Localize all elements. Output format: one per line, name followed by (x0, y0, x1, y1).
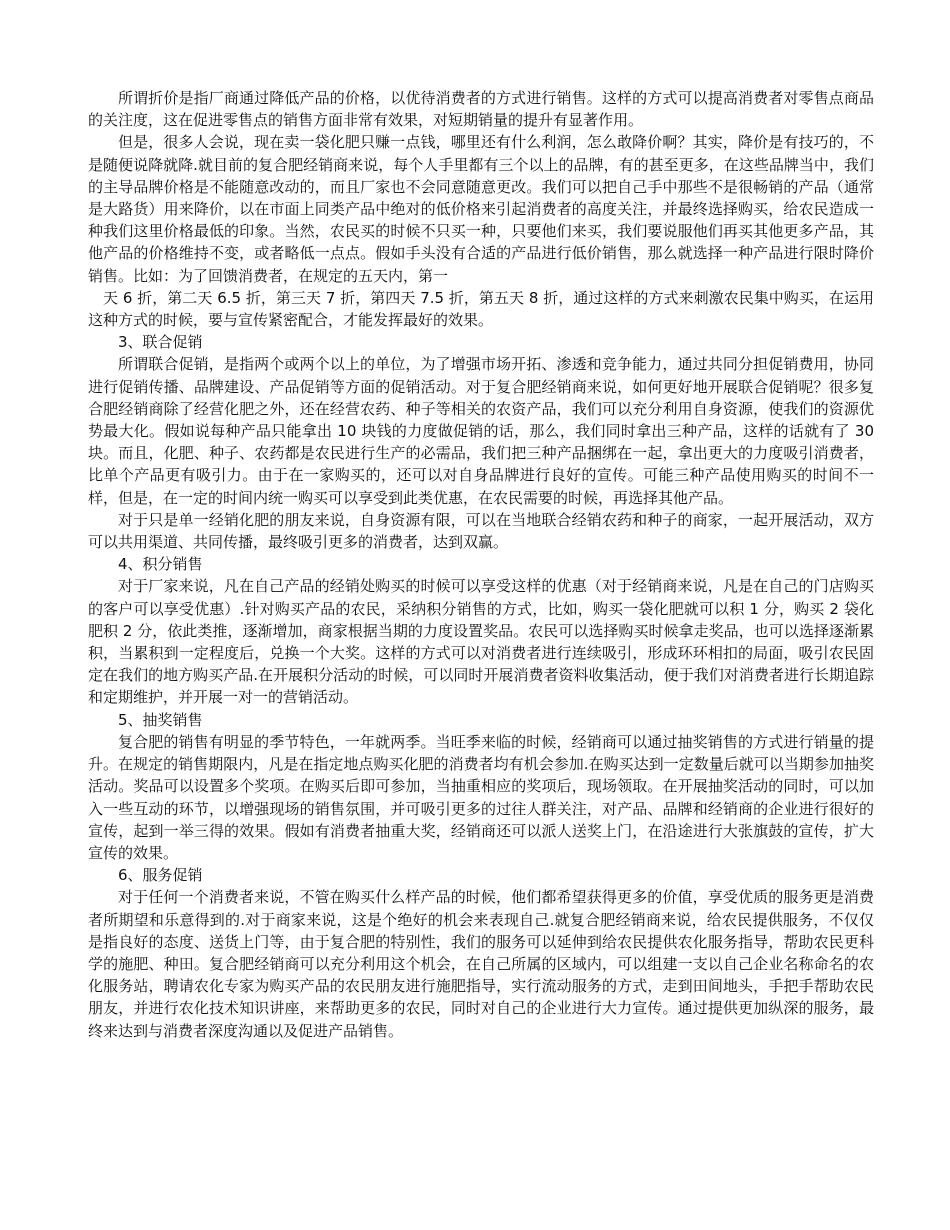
section-heading-points-sales: 4、积分销售 (118, 555, 203, 574)
paragraph-points-sales: 对于厂家来说，凡在自己产品的经销处购买的时候可以享受这样的优惠（对于经销商来说，凡是在自己的门店购买的客户可以享受优惠）.针对购买产品的农民，采纳积分销售的方式，比如，购买一袋化肥就可以积 1 分，购买 2 袋化肥积 2 分，依此类推，逐渐增加，商家根据当期的力度设置奖品。农民可以选择购买时候拿走奖品，也可以选择逐渐累积，当累积到一定程度后，兑换一个大奖。这样的方式可以对消费者进行连续吸引，形成环环相扣的局面，吸引农民固定在我们的地方购买产品.在开展积分活动的时候，可以同时开展消费者资料收集活动，便于我们对消费者进行长期追踪和定期维护，并开展一对一的营销活动。 (88, 577, 874, 707)
section-heading-service-promotion: 6、服务促销 (118, 866, 203, 885)
paragraph-joint-promotion-single: 对于只是单一经销化肥的朋友来说，自身资源有限，可以在当地联合经销农药和种子的商家，一起开展活动，双方可以共用渠道、共同传播，最终吸引更多的消费者，达到双赢。 (88, 510, 874, 552)
section-heading-joint-promotion: 3、联合促销 (118, 333, 203, 352)
paragraph-service-promotion: 对于任何一个消费者来说，不管在购买什么样产品的时候，他们都希望获得更多的价值，享受优质的服务更是消费者所期望和乐意得到的.对于商家来说，这是个绝好的机会来表现自己.就复合肥经销商来说，给农民提供服务，不仅仅是指良好的态度、送货上门等，由于复合肥的特别性，我们的服务可以延伸到给农民提供农化服务指导，帮助农民更科学的施肥、种田。复合肥经销商可以充分利用这个机会，在自己所属的区域内，可以组建一支以自己企业名称命名的农化服务站，聘请农化专家为购买产品的农民朋友进行施肥指导，实行流动服务的方式，走到田间地头，手把手帮助农民朋友，并进行农化技术知识讲座，来帮助更多的农民，同时对自己的企业进行大力宣传。通过提供更加纵深的服务，最终来达到与消费者深度沟通以及促进产品销售。 (88, 888, 874, 1040)
paragraph-discount-intro: 所谓折价是指厂商通过降低产品的价格，以优待消费者的方式进行销售。这样的方式可以提高消费者对零售点商品的关注度，这在促进零售点的销售方面非常有效果，对短期销量的提升有显著作用。 (88, 89, 874, 130)
document-page (88, 87, 874, 1042)
section-heading-lottery-sales: 5、抽奖销售 (118, 710, 203, 729)
paragraph-discount-schedule: 天 6 折，第二天 6.5 折，第三天 7 折，第四天 7.5 折，第五天 8 折，通过这样的方式来刺激农民集中购买，在运用这种方式的时候，要与宣传紧密配合，才能发挥最好的效果。 (88, 288, 874, 330)
paragraph-discount-technique: 但是，很多人会说，现在卖一袋化肥只赚一点钱，哪里还有什么利润，怎么敢降价啊？其实，降价是有技巧的，不是随便说降就降.就目前的复合肥经销商来说，每个人手里都有三个以上的品牌，有的甚至更多，在这些品牌当中，我们的主导品牌价格是不能随意改动的，而且厂家也不会同意随意更改。我们可以把自己手中那些不是很畅销的产品（通常是大路货）用来降价，以在市面上同类产品中绝对的低价格来引起消费者的高度关注，并最终选择购买，给农民造成一种我们这里价格最低的印象。当然，农民买的时候不只买一种，只要他们来买，我们要说服他们再买其他更多产品，其他产品的价格维持不变，或者略低一点点。假如手头没有合适的产品进行低价销售，那么就选择一种产品进行限时降价销售。比如：为了回馈消费者，在规定的五天内，第一 (88, 133, 874, 285)
paragraph-lottery-sales: 复合肥的销售有明显的季节特色，一年就两季。当旺季来临的时候，经销商可以通过抽奖销售的方式进行销量的提升。在规定的销售期限内，凡是在指定地点购买化肥的消费者均有机会参加.在购买达到一定数量后就可以当期参加抽奖活动。奖品可以设置多个奖项。在购买后即可参加，当抽重相应的奖项后，现场领取。在开展抽奖活动的同时，可以加入一些互动的环节，以增强现场的销售氛围，并可吸引更多的过往人群关注，对产品、品牌和经销商的企业进行很好的宣传，起到一举三得的效果。假如有消费者抽重大奖，经销商还可以派人送奖上门，在沿途进行大张旗鼓的宣传，扩大宣传的效果。 (88, 732, 874, 862)
paragraph-joint-promotion: 所谓联合促销，是指两个或两个以上的单位，为了增强市场开拓、渗透和竞争能力，通过共同分担促销费用，协同进行促销传播、品牌建设、产品促销等方面的促销活动。对于复合肥经销商来说，如何更好地开展联合促销呢？很多复合肥经销商除了经营化肥之外，还在经营农药、种子等相关的农资产品，我们可以充分利用自身资源，使我们的资源优势最大化。假如说每种产品只能拿出 10 块钱的力度做促销的话，那么，我们同时拿出三种产品，这样的话就有了 30 块。而且，化肥、种子、农药都是农民进行生产的必需品，我们把三种产品捆绑在一起，拿出更大的力度吸引消费者，比单个产品更有吸引力。由于在一家购买的，还可以对自身品牌进行良好的宣传。可能三种产品使用购买的时间不一样，但是，在一定的时间内统一购买可以享受到此类优惠，在农民需要的时候，再选择其他产品。 (88, 355, 874, 507)
